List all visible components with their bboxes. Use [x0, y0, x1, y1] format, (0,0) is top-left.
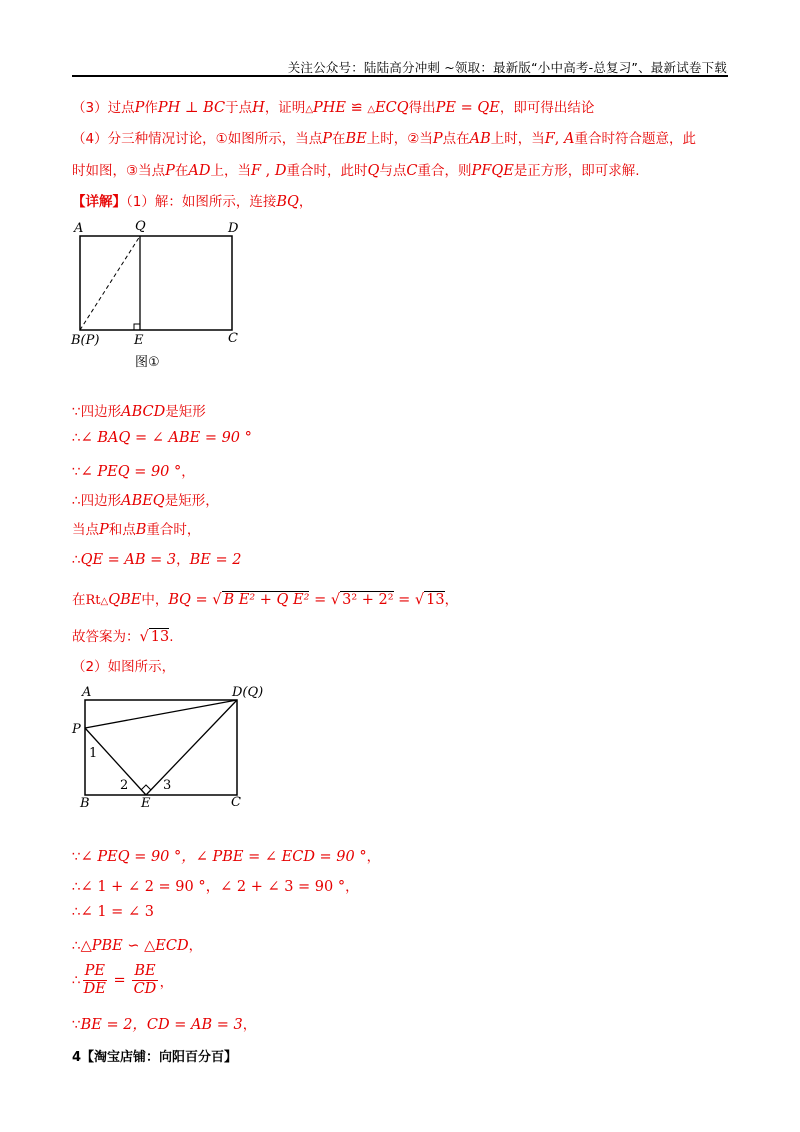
label-q: Q — [135, 219, 146, 234]
header-rule — [72, 75, 728, 77]
label-p: P — [72, 722, 81, 737]
segment-bq — [80, 236, 140, 330]
proof2-line-1: ∵∠ PEQ = 90 °，∠ PBE = ∠ ECD = 90 °， — [72, 849, 381, 865]
proof1-line-4: ∴四边形ABEQ是矩形， — [72, 493, 219, 509]
figure-2 — [68, 680, 288, 815]
segment-pe — [85, 728, 146, 795]
page-header: 关注公众号：陆陆高分冲刺 ~领取：最新版“小中高考-总复习”、最新试卷下载 — [287, 60, 727, 75]
proof1-line-6: ∴QE = AB = 3，BE = 2 — [72, 552, 242, 568]
label-b-2: B — [80, 796, 90, 811]
proof1-line-7: 在Rt△QBE中，BQ = √ B E² + Q E² = √ 3² + 2² = √ 13， — [72, 592, 459, 608]
label-e: E — [134, 333, 144, 348]
label-c: C — [228, 331, 238, 346]
fraction-be-cd: $\frac{BE}{CD}$ — [133, 963, 157, 997]
page-footer: 4【淘宝店铺：向阳百分百】 — [72, 1050, 238, 1065]
proof1-line-8: 故答案为：√ 13. — [72, 629, 174, 645]
label-d-q: D(Q) — [232, 685, 264, 700]
proof1-line-5: 当点P和点B重合时， — [72, 522, 201, 538]
proof1-line-2: ∴∠ BAQ = ∠ ABE = 90 ° — [72, 430, 252, 446]
fraction-pe-de: $\frac{PE}{DE}$ — [83, 963, 106, 997]
label-c-2: C — [231, 795, 241, 810]
right-angle-mark-2 — [141, 785, 151, 790]
angle-label-1: 1 — [89, 746, 98, 761]
figure-1 — [68, 216, 258, 376]
proof2-line-4: ∴△PBE ∽ △ECD， — [72, 938, 203, 954]
proof1-line-3: ∵∠ PEQ = 90 °， — [72, 464, 195, 480]
detail-intro: 【详解】（1）解：如图所示，连接BQ， — [72, 194, 313, 210]
proof2-line-6: ∵BE = 2，CD = AB = 3， — [72, 1017, 257, 1033]
proof2-line-2: ∴∠ 1 + ∠ 2 = 90 °，∠ 2 + ∠ 3 = 90 °， — [72, 879, 359, 895]
proof2-line-3: ∴∠ 1 = ∠ 3 — [72, 904, 154, 920]
hint-4-line-2: 时如图，③当点P在AD上，当F , D重合时，此时Q与点C重合，则PFQE是正方形，即可求解. — [72, 163, 640, 179]
part2-intro: （2）如图所示， — [72, 659, 176, 675]
label-a: A — [74, 221, 84, 236]
hint-3: （3）过点P作PH ⊥ BC于点H，证明△PHE ≌ △ECQ得出PE = QE，即可得出结论 — [72, 100, 595, 116]
proof2-line-5: ∴ $\frac{PE}{DE}$ = $\frac{BE}{CD}$ ， — [72, 963, 174, 997]
proof1-line-1: ∵四边形ABCD是矩形 — [72, 404, 206, 420]
label-b-p: B(P) — [71, 333, 100, 348]
detail-tag: 【详解】 — [72, 194, 126, 210]
rect-abcd — [80, 236, 232, 330]
right-angle-mark — [134, 324, 140, 330]
label-e-2: E — [141, 796, 151, 811]
label-d: D — [228, 221, 239, 236]
label-a-2: A — [82, 685, 92, 700]
hint-4-line-1: （4）分三种情况讨论，①如图所示，当点P在BE上时，②当P点在AB上时，当F, A重合时符合题意，此 — [72, 131, 696, 147]
angle-label-2: 2 — [120, 778, 129, 793]
angle-label-3: 3 — [163, 778, 172, 793]
figure-1-caption: 图① — [135, 355, 160, 370]
